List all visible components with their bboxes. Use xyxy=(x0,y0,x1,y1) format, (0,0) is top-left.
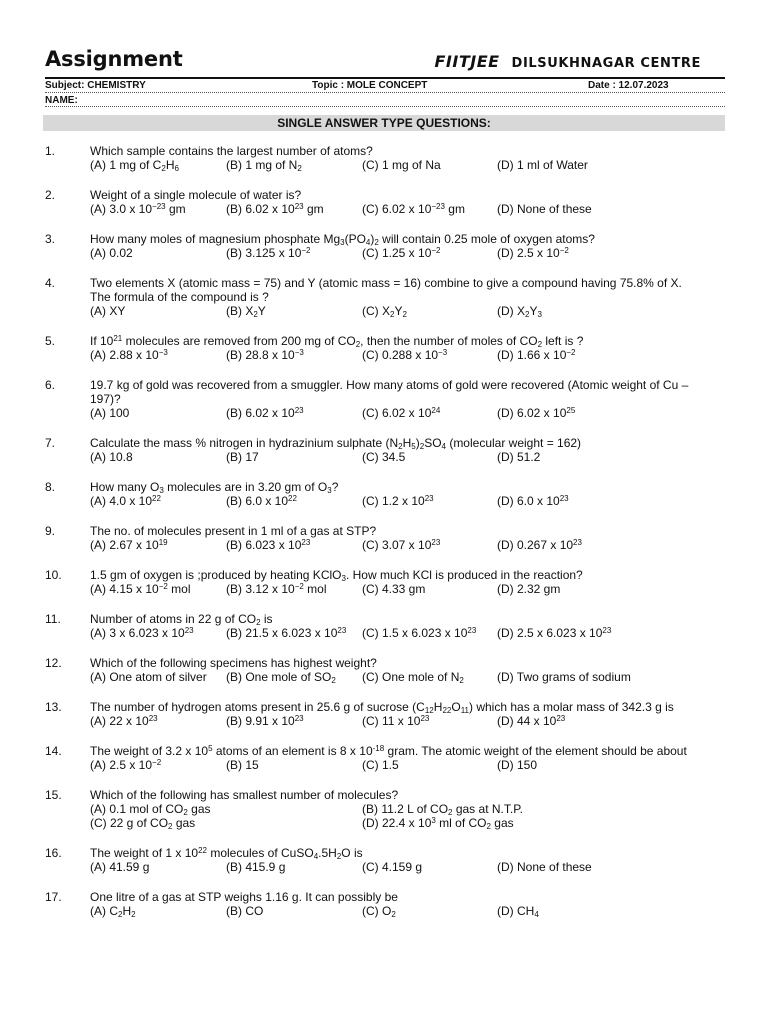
option-row xyxy=(90,246,715,260)
answer-option: (A) 41.59 g xyxy=(90,860,150,874)
answer-option: (D) $X_2Y_3$ xyxy=(497,304,542,319)
question-item xyxy=(45,524,725,552)
answer-option: (B) One mole of $SO_2$ xyxy=(226,670,336,685)
answer-option: (D) $CH_4$ xyxy=(497,904,539,919)
question-text: Calculate the mass % nitrogen in hydrazinium sulphate $(N_2H_5)_2SO_4$ (molecular weight = 162) xyxy=(90,436,582,451)
question-text: Number of atoms in 22 g of $CO_2$ is xyxy=(90,612,273,627)
question-text: Two elements X (atomic mass = 75) and Y (atomic mass = 16) combine to give a compound having 75.8% of X. The formula of the compound is ? xyxy=(90,276,682,304)
question-item xyxy=(45,144,725,172)
answer-option: (A) 3.0 x $10^{-23}$ gm xyxy=(90,202,186,216)
answer-option: (C) 34.5 xyxy=(362,450,406,464)
name-label: NAME: xyxy=(45,95,78,106)
option-row xyxy=(90,860,715,874)
question-number: 12. xyxy=(45,656,62,670)
option-row xyxy=(90,158,715,172)
question-number: 11. xyxy=(45,612,61,626)
answer-option: (C) 4.33 gm xyxy=(362,582,426,596)
answer-option: (B) 28.8 x $10^{-3}$ xyxy=(226,348,304,362)
answer-option: (B) 415.9 g xyxy=(226,860,286,874)
option-row xyxy=(90,670,715,684)
section-heading: SINGLE ANSWER TYPE QUESTIONS: xyxy=(43,115,725,131)
answer-option: (B) 3.12 x $10^{-2}$ mol xyxy=(226,582,327,596)
answer-option: (B) $X_2Y$ xyxy=(226,304,266,319)
answer-option: (C) 3.07 x $10^{23}$ xyxy=(362,538,441,552)
answer-option: (D) 150 xyxy=(497,758,538,772)
option-row xyxy=(90,626,715,640)
answer-option: (C) 22 g of $CO_2$ gas xyxy=(90,816,196,831)
question-text: The number of hydrogen atoms present in 25.6 g of sucrose $(C_{12}H_{22}O_{11})$ which has a molar mass of 342.3 g is xyxy=(90,700,674,715)
question-number: 3. xyxy=(45,232,56,246)
answer-option: (D) 2.5 x $10^{-2}$ xyxy=(497,246,569,260)
answer-option: (D) 2.5 x 6.023 x $10^{23}$ xyxy=(497,626,612,640)
option-row xyxy=(90,582,715,596)
answer-option: (A) 1 mg of $C_2H_6$ xyxy=(90,158,179,173)
question-number: 7. xyxy=(45,436,56,450)
question-text: How many moles of magnesium phosphate $Mg_3(PO_4)_2$ will contain 0.25 mole of oxygen atoms? xyxy=(90,232,595,247)
question-item xyxy=(45,700,725,728)
question-item xyxy=(45,188,725,216)
question-text: The weight of 1 x $10^{22}$ molecules of $CuSO_4.5H_2O$ is xyxy=(90,846,363,861)
answer-option: (D) 44 x $10^{23}$ xyxy=(497,714,566,728)
centre-name: DILSUKHNAGAR CENTRE xyxy=(511,56,701,71)
answer-option: (B) 21.5 x 6.023 x $10^{23}$ xyxy=(226,626,347,640)
answer-option: (C) $O_2$ xyxy=(362,904,396,919)
answer-option: (A) 2.5 x $10^{-2}$ xyxy=(90,758,162,772)
answer-option: (C) One mole of $N_2$ xyxy=(362,670,464,685)
answer-option: (A) 3 x 6.023 x $10^{23}$ xyxy=(90,626,194,640)
answer-option: (C) 4.159 g xyxy=(362,860,423,874)
name-rule xyxy=(45,106,725,107)
option-row xyxy=(90,304,715,318)
question-item xyxy=(45,656,725,684)
answer-option: (A) 100 xyxy=(90,406,130,420)
question-item xyxy=(45,276,725,318)
question-item xyxy=(45,480,725,508)
answer-option: (A) 2.67 x $10^{19}$ xyxy=(90,538,168,552)
question-number: 5. xyxy=(45,334,56,348)
option-row xyxy=(90,450,715,464)
answer-option: (A) One atom of silver xyxy=(90,670,207,684)
option-row xyxy=(90,348,715,362)
answer-option: (A) $C_2H_2$ xyxy=(90,904,136,919)
question-item xyxy=(45,846,725,874)
answer-option: (D) Two grams of sodium xyxy=(497,670,631,684)
fiitjee-logo: FIITJEE xyxy=(434,52,500,71)
option-row xyxy=(90,758,715,772)
answer-option: (B) 3.125 x $10^{-2}$ xyxy=(226,246,311,260)
answer-option: (C) 1 mg of Na xyxy=(362,158,441,172)
question-text: The weight of 3.2 x $10^5$ atoms of an element is 8 x $10^{-18}$ gram. The atomic weight of the element should be about xyxy=(90,744,687,758)
answer-option: (C) 6.02 x $10^{24}$ xyxy=(362,406,441,420)
meta-rule xyxy=(45,92,725,93)
date-label: Date : 12.07.2023 xyxy=(588,80,669,91)
answer-option: (B) 9.91 x $10^{23}$ xyxy=(226,714,304,728)
answer-option: (A) 0.1 mol of $CO_2$ gas xyxy=(90,802,211,817)
question-item xyxy=(45,232,725,260)
question-item xyxy=(45,788,725,830)
question-item xyxy=(45,612,725,640)
question-item xyxy=(45,436,725,464)
question-number: 13. xyxy=(45,700,62,714)
answer-option: (C) $X_2Y_2$ xyxy=(362,304,407,319)
question-text: One litre of a gas at STP weighs 1.16 g. It can possibly be xyxy=(90,890,398,904)
answer-option: (B) 15 xyxy=(226,758,259,772)
question-number: 4. xyxy=(45,276,56,290)
answer-option: (D) 1.66 x $10^{-2}$ xyxy=(497,348,576,362)
option-row xyxy=(90,802,715,816)
question-number: 15. xyxy=(45,788,62,802)
question-number: 2. xyxy=(45,188,56,202)
header-rule xyxy=(45,77,725,79)
answer-option: (B) 1 mg of $N_2$ xyxy=(226,158,302,173)
answer-option: (C) 0.288 x $10^{-3}$ xyxy=(362,348,448,362)
answer-option: (B) CO xyxy=(226,904,264,918)
question-text: Which sample contains the largest number of atoms? xyxy=(90,144,373,158)
answer-option: (B) 6.02 x $10^{23}$ xyxy=(226,406,304,420)
answer-option: (D) 51.2 xyxy=(497,450,541,464)
answer-option: (D) 1 ml of Water xyxy=(497,158,588,172)
answer-option: (C) 1.25 x $10^{-2}$ xyxy=(362,246,441,260)
option-row xyxy=(90,816,715,830)
answer-option: (B) 6.0 x $10^{22}$ xyxy=(226,494,297,508)
answer-option: (D) None of these xyxy=(497,860,592,874)
question-number: 14. xyxy=(45,744,62,758)
answer-option: (A) 22 x $10^{23}$ xyxy=(90,714,158,728)
question-item xyxy=(45,890,725,918)
question-text: How many $O_3$ molecules are in 3.20 gm of $O_3$? xyxy=(90,480,339,495)
question-text: 19.7 kg of gold was recovered from a smuggler. How many atoms of gold were recovered (Atomic weight of Cu – 197)? xyxy=(90,378,689,406)
option-row xyxy=(90,494,715,508)
answer-option: (C) 1.5 x 6.023 x $10^{23}$ xyxy=(362,626,477,640)
topic-label: Topic : MOLE CONCEPT xyxy=(312,80,428,91)
question-text: Weight of a single molecule of water is? xyxy=(90,188,302,202)
question-list xyxy=(45,144,725,934)
question-number: 10. xyxy=(45,568,62,582)
option-row xyxy=(90,538,715,552)
answer-option: (B) 6.023 x $10^{23}$ xyxy=(226,538,311,552)
answer-option: (B) 17 xyxy=(226,450,259,464)
question-item xyxy=(45,568,725,596)
question-item xyxy=(45,744,725,772)
answer-option: (B) 11.2 L of $CO_2$ gas at N.T.P. xyxy=(362,802,523,817)
question-text: Which of the following has smallest number of molecules? xyxy=(90,788,399,802)
answer-option: (A) 10.8 xyxy=(90,450,133,464)
question-text: The no. of molecules present in 1 ml of a gas at STP? xyxy=(90,524,377,538)
answer-option: (A) XY xyxy=(90,304,126,318)
answer-option: (C) 11 x $10^{23}$ xyxy=(362,714,430,728)
question-text: 1.5 gm of oxygen is ;produced by heating KClO$_3$. How much KCl is produced in the reaction? xyxy=(90,568,583,583)
question-text: Which of the following specimens has highest weight? xyxy=(90,656,377,670)
option-row xyxy=(90,202,715,216)
answer-option: (D) 6.02 x $10^{25}$ xyxy=(497,406,576,420)
answer-option: (B) 6.02 x $10^{23}$ gm xyxy=(226,202,324,216)
answer-option: (D) 22.4 x $10^3$ ml of $CO_2$ gas xyxy=(362,816,514,831)
question-number: 1. xyxy=(45,144,56,158)
answer-option: (A) 2.88 x $10^{-3}$ xyxy=(90,348,168,362)
answer-option: (D) 6.0 x $10^{23}$ xyxy=(497,494,569,508)
option-row xyxy=(90,714,715,728)
answer-option: (C) 1.2 x $10^{23}$ xyxy=(362,494,434,508)
subject-label: Subject: CHEMISTRY xyxy=(45,80,146,91)
option-row xyxy=(90,406,715,420)
answer-option: (A) 0.02 xyxy=(90,246,133,260)
question-number: 17. xyxy=(45,890,62,904)
page-title: Assignment xyxy=(45,47,183,71)
option-row xyxy=(90,904,715,918)
answer-option: (D) 0.267 x $10^{23}$ xyxy=(497,538,582,552)
brand-header xyxy=(434,52,701,71)
question-number: 9. xyxy=(45,524,56,538)
answer-option: (D) 2.32 gm xyxy=(497,582,561,596)
question-number: 16. xyxy=(45,846,62,860)
question-number: 6. xyxy=(45,378,56,392)
question-text: If $10^{21}$ molecules are removed from 200 mg of $CO_2$, then the number of moles of $CO_2$ left is ? xyxy=(90,334,584,349)
answer-option: (D) None of these xyxy=(497,202,592,216)
question-item xyxy=(45,378,725,420)
answer-option: (A) 4.0 x $10^{22}$ xyxy=(90,494,161,508)
answer-option: (C) 1.5 xyxy=(362,758,399,772)
question-number: 8. xyxy=(45,480,56,494)
answer-option: (C) 6.02 x $10^{-23}$ gm xyxy=(362,202,465,216)
answer-option: (A) 4.15 x $10^{-2}$ mol xyxy=(90,582,191,596)
question-item xyxy=(45,334,725,362)
